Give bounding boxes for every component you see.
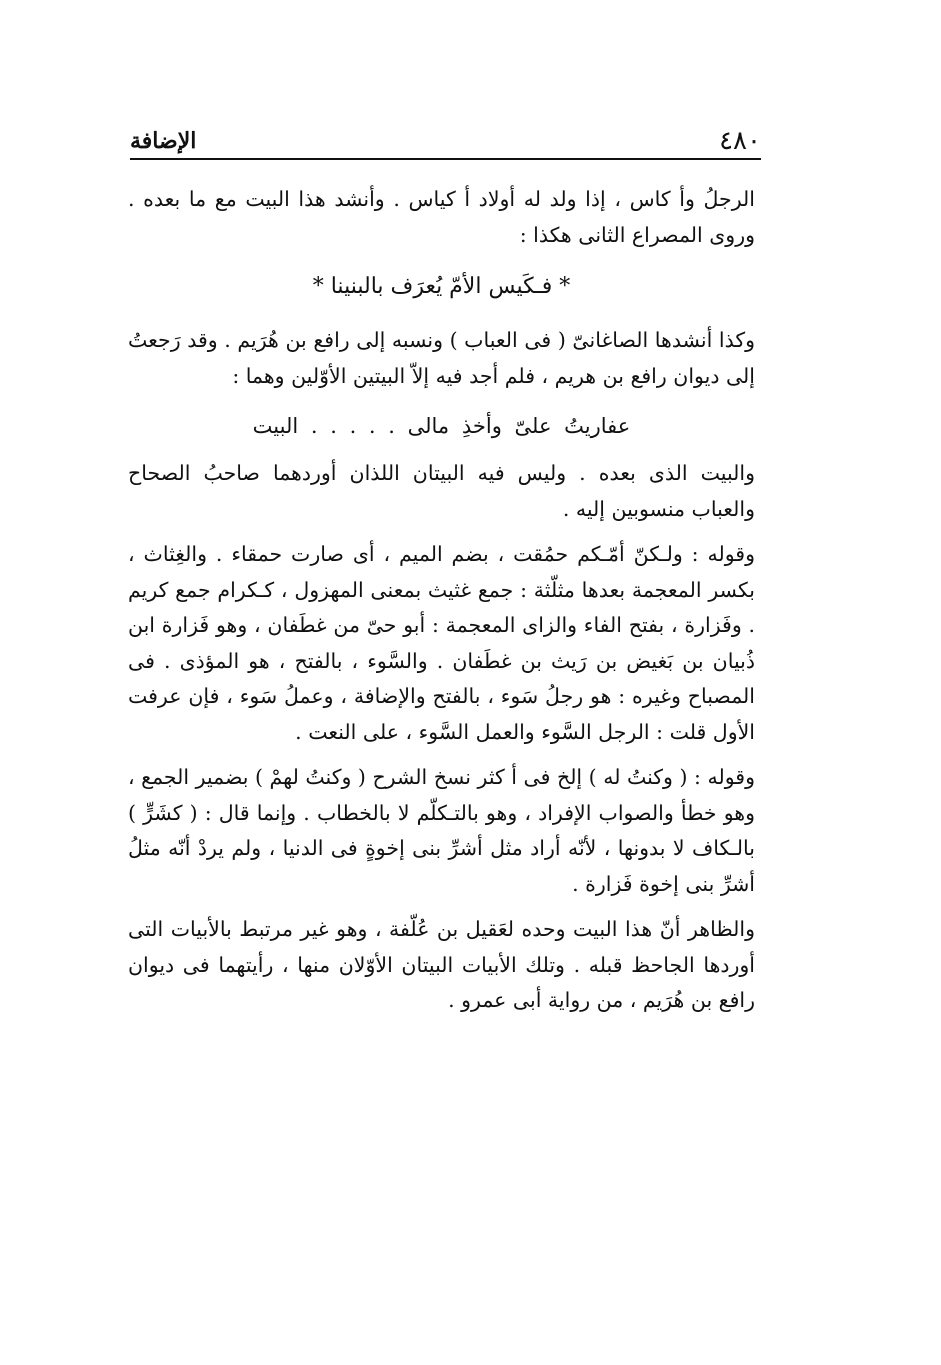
paragraph-4: وقوله : ولـكنّ أمّـكم حمُقت ، بضم الميم ، أى صارت حمقاء . والغِثاث ، بكسر المعجمة بعدها مثلّثة : جمع غثيث بمعنى المهزول ، كـكرام جمع كريم . وفَزارة ، بفتح الفاء والزاى المعجمة : أبو حىّ من غطَفان ، وهو فَزارة ابن ذُبيان بن بَغيض بن رَيث بن غطَفان . والسَّوء ، بالفتح ، هو المؤذى . فى المصباح وغيره : هو رجلُ سَوء ، بالفتح والإضافة ، وعملُ سَوء ، فإن عرفت الأول قلت : الرجل السَّوء والعمل السَّوء ، على النعت . <box>128 542 755 744</box>
paragraph-1: الرجلُ وأ كاس ، إذا ولد له أولاد أ كياس . وأنشد هذا البيت مع ما بعده . وروى المصراع الثانى هكذا : <box>128 187 755 247</box>
paragraph-3: والبيت الذى بعده . وليس فيه البيتان اللذان أوردهما صاحبُ الصحاح والعباب منسوبين إليه . <box>128 461 755 521</box>
paragraph-5: وقوله : ( وكنتُ له ) إلخ فى أ كثر نسخ الشرح ( وكنتُ لهمْ ) بضمير الجمع ، وهو خطأ والصواب الإفراد ، وهو بالتـكلّم لا بالخطاب . وإنما قال : ( كشَرٍّ ) بالـكاف لا بدونها ، لأنّه أراد مثل أشرِّ بنى إخوةٍ فى الدنيا ، ولم يردْ أنّه مثلُ أشرِّ بنى إخوة فَزارة . <box>128 765 755 896</box>
paragraph-2: وكذا أنشدها الصاغانىّ ( فى العباب ) ونسبه إلى رافع بن هُرَيم . وقد رَجعتُ إلى ديوان رافع بن هريم ، فلم أجد فيه إلاّ البيتين الأوّلين وهما : <box>128 328 755 388</box>
verse-line-1: * فـكَيس الأمّ يُعرَف بالبنينا * <box>312 274 571 299</box>
page-header <box>130 118 761 160</box>
verse-line-2: عفاريتُ علىّ وأخذِ مالى . . . . . البيت <box>252 414 631 438</box>
paragraph-6: والظاهر أنّ هذا البيت وحده لعَقيل بن عُلّفة ، وهو غير مرتبط بالأبيات التى أوردها الجاحظ قبله . وتلك الأبيات البيتان الأوّلان منها ، رأيتهما فى ديوان رافع بن هُرَيم ، من رواية أبى عمرو . <box>128 917 755 1012</box>
page-body <box>128 182 755 1019</box>
page-number: ٤٨٠ <box>719 126 761 156</box>
section-title: الإضافة <box>130 128 197 154</box>
